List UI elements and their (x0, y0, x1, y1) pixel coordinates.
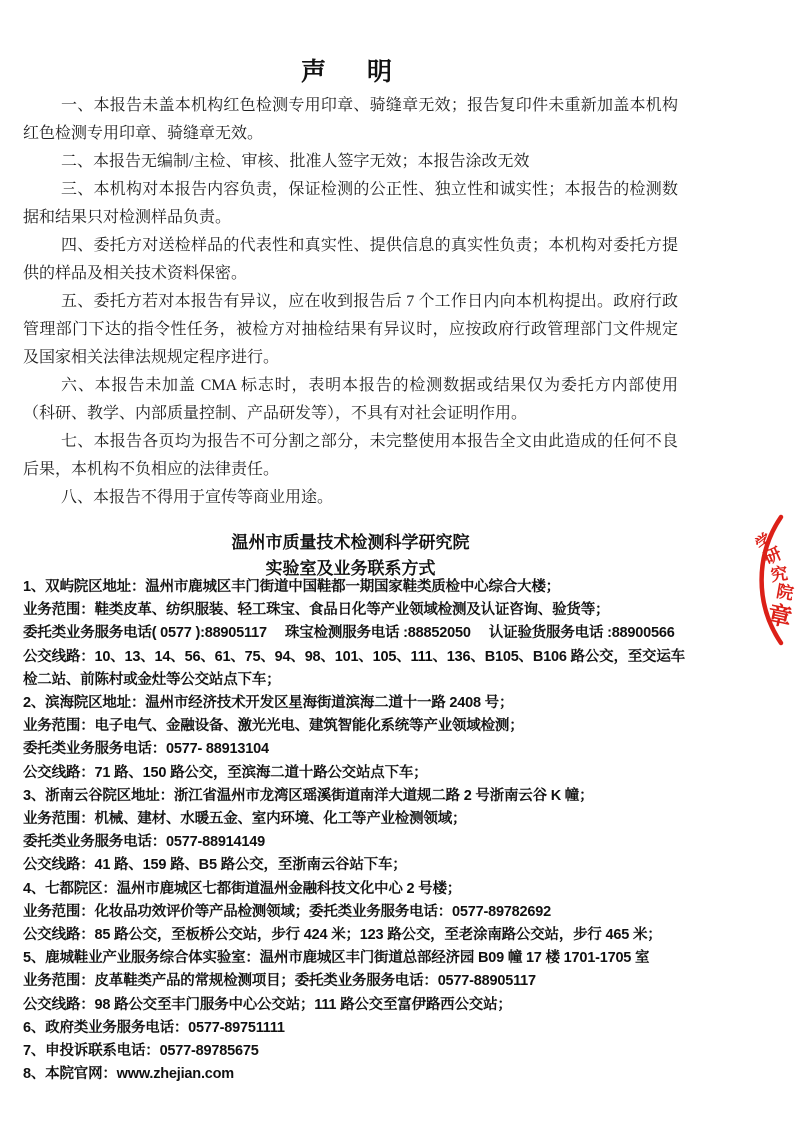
contact-line: 公交线路：71 路、150 路公交，至滨海二道十路公交站点下车； (23, 764, 428, 781)
contact-line: 6、政府类业务服务电话：0577-89751111 (23, 1019, 285, 1036)
stamp-arc (762, 517, 781, 643)
contact-line: 委托类业务服务电话：0577- 88913104 (23, 741, 269, 758)
declaration-paragraph-6: 六、本报告未加盖 CMA 标志时，表明本报告的检测数据或结果仅为委托方内部使用（科研、教学、内部质量控制、产品研发等），不具有对社会证明作用。 (23, 377, 678, 422)
contact-line: 业务范围：鞋类皮革、纺织服装、轻工珠宝、食品日化等产业领域检测及认证咨询、验货等； (23, 602, 610, 619)
stamp-ring-char: 院 (774, 581, 795, 604)
contact-line: 委托类业务服务电话：0577-88914149 (23, 834, 265, 851)
contact-line: 5、鹿城鞋业产业服务综合体实验室：温州市鹿城区丰门街道总部经济园 B09 幢 17 楼 1701-1705 室 (23, 950, 650, 967)
page-title: 声 明 (300, 59, 400, 86)
contact-line: 7、申投诉联系电话：0577-89785675 (23, 1043, 259, 1060)
stamp-center-char: 章 (765, 601, 794, 633)
contact-line: 3、浙南云谷院区地址：浙江省温州市龙湾区瑶溪街道南洋大道规二路 2 号浙南云谷 K 幢； (23, 787, 594, 804)
contact-line: 业务范围：皮革鞋类产品的常规检测项目；委托类业务服务电话：0577-88905117 (23, 973, 536, 990)
contact-line: 检二站、前陈村或金灶等公交站点下车； (23, 671, 281, 688)
declaration-paragraph-4: 四、委托方对送检样品的代表性和真实性、提供信息的真实性负责；本机构对委托方提供的样品及相关技术资料保密。 (23, 237, 678, 282)
declaration-body (23, 92, 678, 512)
contact-info-list (23, 576, 703, 1086)
contact-line: 8、本院官网：www.zhejian.com (23, 1066, 234, 1083)
contact-line: 业务范围：电子电气、金融设备、激光光电、建筑智能化系统等产业领域检测； (23, 718, 524, 735)
institute-subtitle-heading: 实验室及业务联系方式 (265, 559, 436, 578)
declaration-paragraph-8: 八、本报告不得用于宣传等商业用途。 (61, 489, 334, 506)
contact-line: 2、滨海院区地址：温州市经济技术开发区星海街道滨海二道十一路 2408 号； (23, 695, 514, 712)
declaration-paragraph-7: 七、本报告各页均为报告不可分割之部分，未完整使用本报告全文由此造成的任何不良后果，本机构不负相应的法律责任。 (23, 433, 678, 478)
declaration-paragraph-2: 二、本报告无编制/主检、审核、批准人签字无效；本报告涂改无效 (61, 153, 530, 170)
stamp-ring-char: 研 (761, 543, 785, 569)
contact-line: 1、双屿院区地址：温州市鹿城区丰门街道中国鞋都一期国家鞋类质检中心综合大楼； (23, 579, 560, 595)
contact-line: 4、七都院区：温州市鹿城区七都街道温州金融科技文化中心 2 号楼； (23, 880, 462, 897)
stamp-ring-char: 究 (769, 563, 789, 586)
contact-line: 公交线路：98 路公交至丰门服务中心公交站；111 路公交至富伊路西公交站； (23, 996, 512, 1013)
contact-line: 公交线路：10、13、14、56、61、75、94、98、101、105、111、136、B105、B106 路公交，至交运车 (23, 648, 685, 665)
declaration-paragraph-5: 五、委托方若对本报告有异议，应在收到报告后 7 个工作日内向本机构提出。政府行政管理部门下达的指令性任务，被检方对抽检结果有异议时，应按政府行政管理部门文件规定及国家相关法律法规规定程序进行。 (23, 293, 678, 366)
contact-line: 业务范围：机械、建材、水暖五金、室内环境、化工等产业检测领域； (23, 811, 467, 828)
contact-line: 业务范围：化妆品功效评价等产品检测领域；委托类业务服务电话：0577-89782692 (23, 903, 551, 920)
stamp-ring-char: 学 (752, 530, 776, 555)
contact-line: 公交线路：85 路公交，至板桥公交站，步行 424 米；123 路公交，至老涂南路公交站，步行 465 米； (23, 927, 662, 944)
declaration-paragraph-1: 一、本报告未盖本机构红色检测专用印章、骑缝章无效；报告复印件未重新加盖本机构红色检测专用印章、骑缝章无效。 (23, 97, 678, 142)
contact-line: 委托类业务服务电话( 0577 ):88905117 珠宝检测服务电话 :88852050 认证验货服务电话 :88900566 (23, 625, 675, 642)
institute-name-heading: 温州市质量技术检测科学研究院 (231, 533, 470, 552)
contact-line: 公交线路：41 路、159 路、B5 路公交，至浙南云谷站下车； (23, 857, 407, 874)
declaration-paragraph-3: 三、本机构对本报告内容负责，保证检测的公正性、独立性和诚实性；本报告的检测数据和结果只对检测样品负责。 (23, 181, 678, 226)
red-seal-stamp-icon (740, 480, 800, 720)
